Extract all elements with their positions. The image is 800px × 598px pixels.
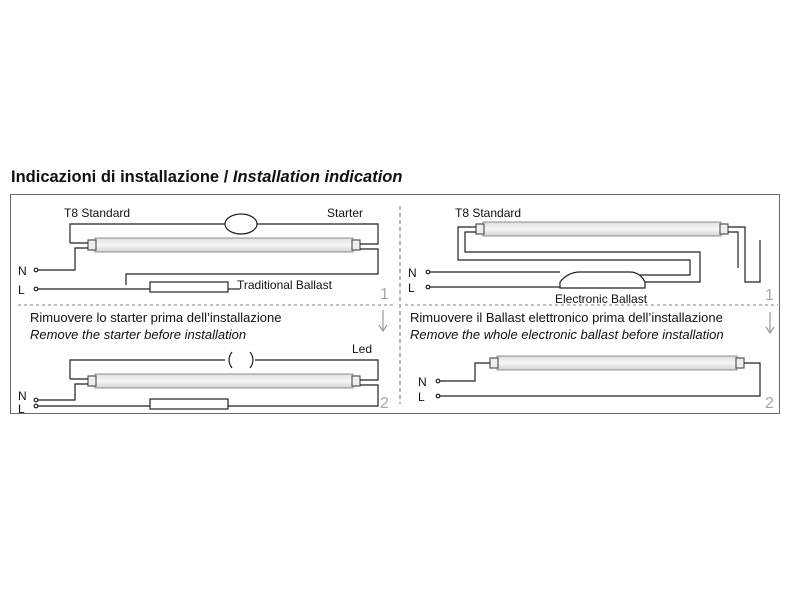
right-line-label: L (408, 281, 415, 295)
right-instruction-en: Remove the whole electronic ballast before installation (410, 327, 724, 342)
left-line-label: L (18, 283, 25, 297)
left-instruction-it: Rimuovere lo starter prima dell’installazione (30, 310, 282, 325)
left-step-1: 1 (380, 286, 389, 303)
left-step-2: 2 (380, 395, 389, 412)
starter (225, 214, 257, 234)
right-instruction-it: Rimuovere il Ballast elettronico prima dell’installazione (410, 310, 723, 325)
starter-label: Starter (327, 206, 364, 220)
right-step-1: 1 (765, 287, 774, 304)
left-bottom-circuit (34, 352, 378, 409)
t8-tube-right (483, 222, 721, 236)
right-tube-label: T8 Standard (455, 206, 522, 220)
right-neutral-label-2: N (418, 375, 427, 389)
traditional-ballast-left (150, 282, 228, 292)
left-neutral-label: N (18, 264, 27, 278)
electronic-ballast-right (560, 272, 645, 288)
led-label: Led (352, 342, 373, 356)
removed-starter-symbol (229, 352, 253, 368)
t8-tube-left (95, 238, 353, 252)
right-line-label-2: L (418, 390, 425, 404)
electronic-ballast-label: Electronic Ballast (555, 292, 648, 306)
left-instruction-en: Remove the starter before installation (30, 327, 247, 342)
right-top-circuit (426, 222, 760, 289)
right-bottom-circuit (436, 356, 760, 398)
title-english: Installation indication (232, 168, 403, 186)
left-neutral-label-2: N (18, 389, 27, 403)
right-neutral-label: N (408, 266, 417, 280)
right-step-2: 2 (765, 395, 774, 412)
led-tube-right (497, 356, 737, 370)
left-line-label-2: L (18, 402, 25, 416)
left-tube-label: T8 Standard (64, 206, 131, 220)
led-tube-left (95, 374, 353, 388)
traditional-ballast-label: Traditional Ballast (237, 278, 332, 292)
title-italian: Indicazioni di installazione / (11, 168, 229, 186)
